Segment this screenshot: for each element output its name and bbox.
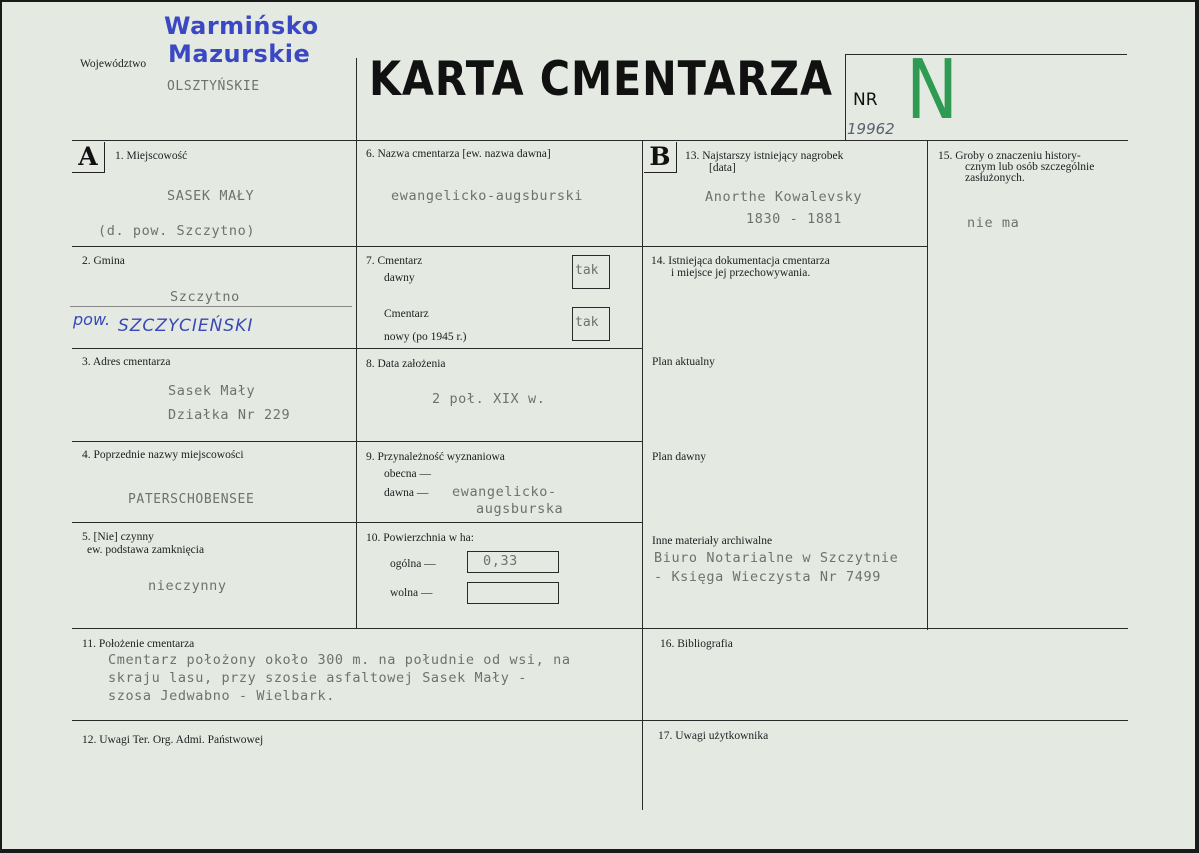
f9-value-line2: augsburska xyxy=(476,501,564,517)
f11-label: 11. Położenie cmentarza xyxy=(82,638,195,650)
f14-label-line2: i miejsce jej przechowywania. xyxy=(671,267,811,279)
header-bottom-line xyxy=(72,140,1128,141)
f7-dawny-box xyxy=(572,255,610,289)
row-line-b1 xyxy=(642,246,927,247)
f3-value-line1: Sasek Mały xyxy=(168,383,256,399)
f7-dawny-value: tak xyxy=(575,263,599,278)
f6-value: ewangelicko-augsburski xyxy=(391,188,584,204)
f9-label: 9. Przynależność wyznaniowa xyxy=(366,451,505,463)
typed-wojewodztwo: OLSZTYŃSKIE xyxy=(167,79,260,94)
f6-label: 6. Nazwa cmentarza [ew. nazwa dawna] xyxy=(366,148,551,160)
nr-number: 19962 xyxy=(847,120,895,138)
f4-label: 4. Poprzednie nazwy miejscowości xyxy=(82,449,244,461)
section-a-letter: A xyxy=(72,142,105,173)
f13-value-line1: Anorthe Kowalevsky xyxy=(705,189,863,205)
f2-value: Szczytno xyxy=(170,289,240,305)
f5-label-line1: 5. [Nie] czynny xyxy=(82,531,154,543)
f8-label: 8. Data założenia xyxy=(366,358,446,370)
f5-label-line2: ew. podstawa zamknięcia xyxy=(87,544,205,556)
f10-ogolna-label: ogólna — xyxy=(390,558,436,570)
f15-label-line2: cznym lub osób szczególnie xyxy=(965,161,1095,173)
f13-label-line2: [data] xyxy=(709,162,736,174)
row-line-4 xyxy=(72,522,642,523)
nr-box-top xyxy=(845,54,1127,55)
f10-ogolna-value: 0,33 xyxy=(483,553,518,569)
f13-value-line2: 1830 - 1881 xyxy=(746,211,843,227)
nr-box-left xyxy=(845,54,846,140)
row-line-3 xyxy=(72,441,642,442)
col-divider-2 xyxy=(642,140,643,810)
f3-label: 3. Adres cmentarza xyxy=(82,356,171,368)
f13-label-line1: 13. Najstarszy istniejący nagrobek xyxy=(685,150,844,162)
f4-value: PATERSCHOBENSEE xyxy=(128,492,255,507)
f2-hand-prefix: pow. xyxy=(73,310,111,329)
inne-value-line2: - Księga Wieczysta Nr 7499 xyxy=(654,569,881,585)
col-divider-3 xyxy=(927,140,928,630)
stamp-line-2: Mazurskie xyxy=(168,40,311,68)
f10-wolna-label: wolna — xyxy=(390,587,433,599)
f7-label-2: dawny xyxy=(384,272,415,284)
f5-value: nieczynny xyxy=(148,578,227,594)
f15-label-line3: zasłużonych. xyxy=(965,172,1025,184)
f15-label-line1: 15. Groby o znaczeniu history- xyxy=(938,150,1081,162)
f12-label: 12. Uwagi Ter. Org. Admi. Państwowej xyxy=(82,734,264,746)
f7-label-1: 7. Cmentarz xyxy=(366,255,423,267)
f8-value: 2 poł. XIX w. xyxy=(432,391,546,407)
card-title: KARTA CMENTARZA xyxy=(369,52,833,107)
f9-obecna: obecna — xyxy=(384,468,431,480)
f7-label-4: nowy (po 1945 r.) xyxy=(384,331,467,343)
row-line-5 xyxy=(72,628,1128,629)
section-b-letter: B xyxy=(644,142,677,173)
f14-label-line1: 14. Istniejąca dokumentacja cmentarza xyxy=(651,255,830,267)
f10-wolna-box xyxy=(467,582,559,604)
f10-ogolna-box xyxy=(467,551,559,573)
nr-label: NR xyxy=(853,90,878,110)
col-divider-1 xyxy=(356,58,357,628)
stamp-line-1: Warmińsko xyxy=(164,12,319,40)
f7-nowy-box xyxy=(572,307,610,341)
nr-letter: N xyxy=(906,43,959,138)
cemetery-card xyxy=(2,2,1195,849)
plan-aktualny-label: Plan aktualny xyxy=(652,356,715,368)
f7-nowy-value: tak xyxy=(575,315,599,330)
inne-label: Inne materiały archiwalne xyxy=(652,535,773,547)
f1-value-line1: SASEK MAŁY xyxy=(167,188,255,204)
gmina-underline xyxy=(70,306,352,307)
f7-label-3: Cmentarz xyxy=(384,308,429,320)
f17-label: 17. Uwagi użytkownika xyxy=(658,730,769,742)
plan-dawny-label: Plan dawny xyxy=(652,451,706,463)
wojewodztwo-label: Województwo xyxy=(80,58,147,70)
f11-value-line2: skraju lasu, przy szosie asfaltowej Sasek Mały - xyxy=(108,670,527,686)
f3-value-line2: Działka Nr 229 xyxy=(168,407,291,423)
f11-value-line1: Cmentarz położony około 300 m. na południe od wsi, na xyxy=(108,652,571,668)
f15-value: nie ma xyxy=(967,215,1020,231)
f2-hand-value: SZCZYCIEŃSKI xyxy=(118,316,254,336)
f16-label: 16. Bibliografia xyxy=(660,638,733,650)
row-line-6 xyxy=(72,720,1128,721)
row-line-2 xyxy=(72,348,642,349)
f2-label: 2. Gmina xyxy=(82,255,125,267)
row-line-1 xyxy=(72,246,642,247)
f10-label: 10. Powierzchnia w ha: xyxy=(366,532,474,544)
f9-value-line1: ewangelicko- xyxy=(452,484,557,500)
f11-value-line3: szosa Jedwabno - Wielbark. xyxy=(108,688,335,704)
f9-dawna: dawna — xyxy=(384,487,429,499)
f1-value-line2: (d. pow. Szczytno) xyxy=(98,223,256,239)
inne-value-line1: Biuro Notarialne w Szczytnie xyxy=(654,550,899,566)
f1-label: 1. Miejscowość xyxy=(115,150,188,162)
